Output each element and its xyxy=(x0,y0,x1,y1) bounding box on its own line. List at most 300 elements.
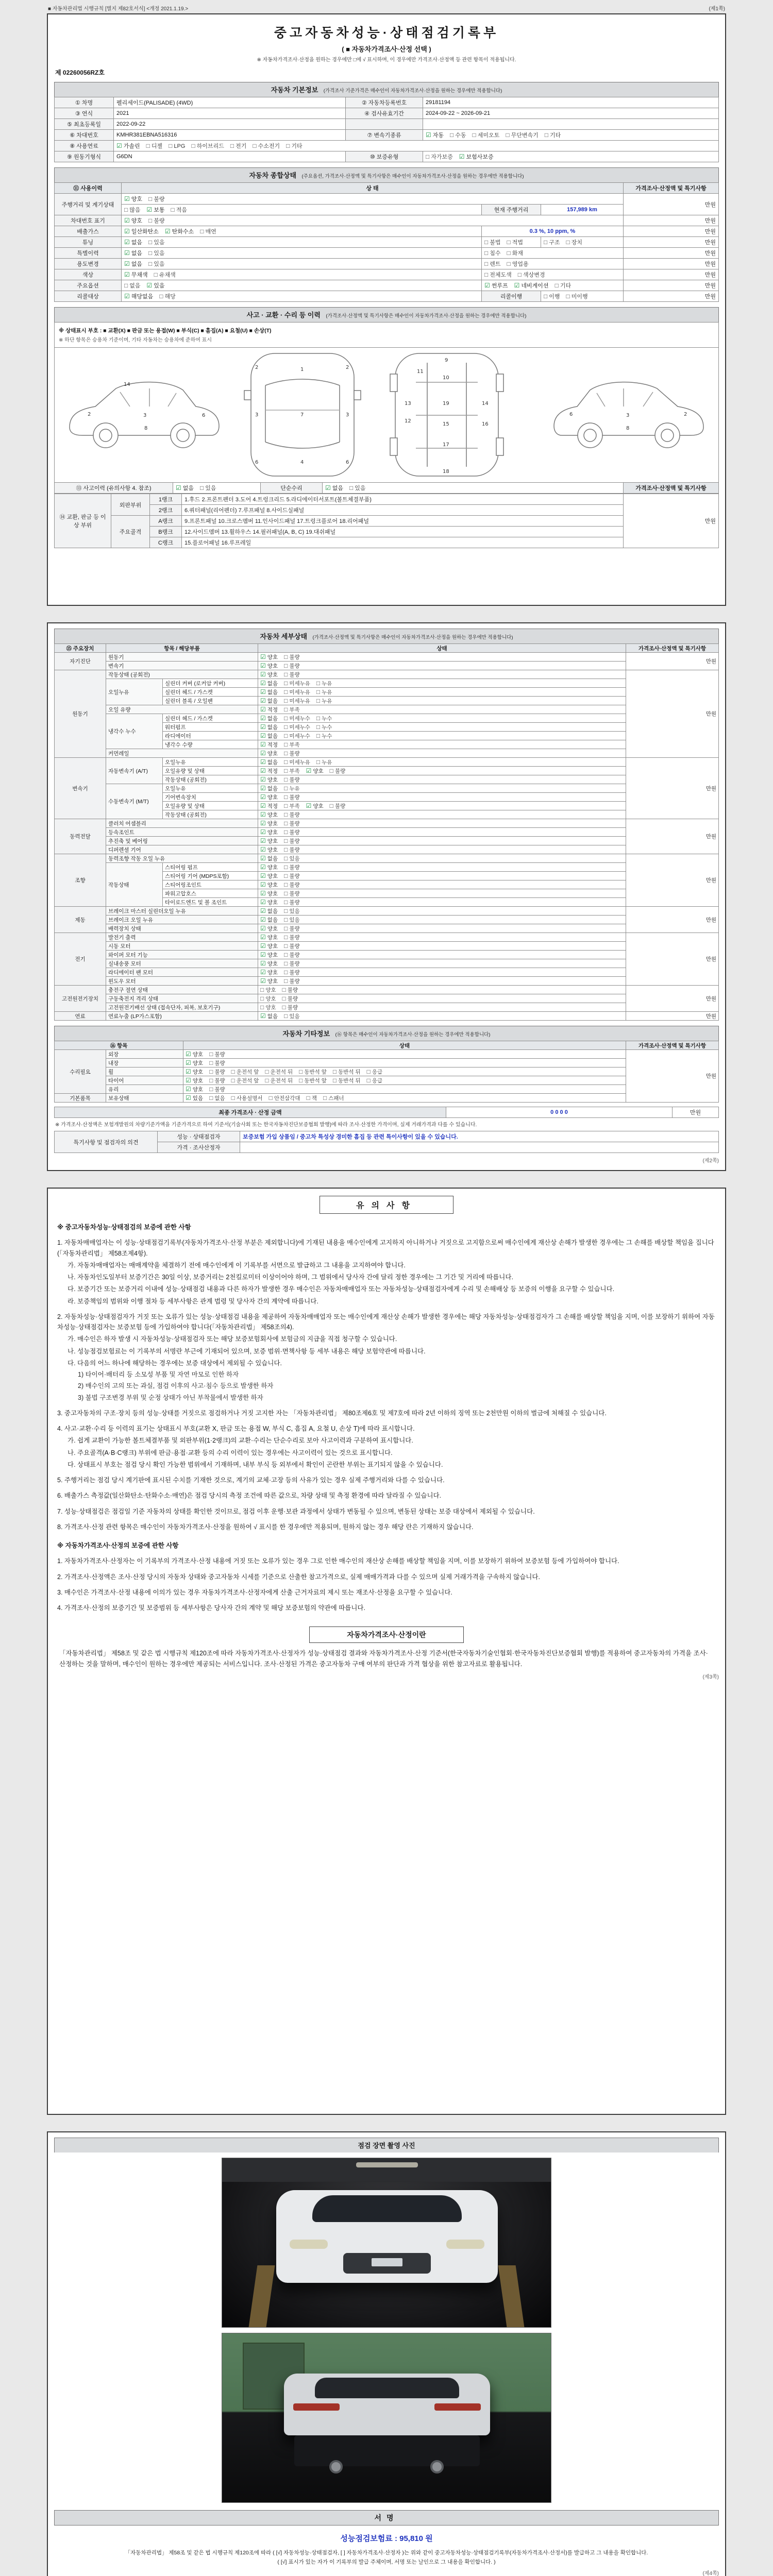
checkbox-option[interactable]: □ 미이행 xyxy=(566,293,588,300)
checkbox-option[interactable]: □ 응급 xyxy=(366,1076,383,1084)
cell xyxy=(106,977,258,986)
table-row xyxy=(55,1107,719,1118)
notice-paragraph: 다. 다음의 어느 하나에 해당하는 경우에는 보증 대상에서 제외될 수 있습니다. xyxy=(68,1359,282,1367)
cell xyxy=(150,494,182,505)
cell xyxy=(626,1050,719,1103)
cell-text: B랭크 xyxy=(158,529,173,535)
signature-statement-1: 「자동차관리법」 제58조 및 같은 법 시행규칙 제120조에 따라 ( [√] 자동차성능·상태점검자, [ ] 자동차가격조사·산정자 )는 위와 같이 중고자동차성능·상태점검기록부(자동차가격조사·산정서)를 발급하고 그 내용을 확인합니다. xyxy=(125,2550,648,2556)
checkbox-option[interactable]: □ 불량 xyxy=(284,924,300,932)
checkbox-option[interactable]: □ 장치 xyxy=(566,239,583,246)
checkbox-option[interactable]: ☑ 양호 xyxy=(260,662,278,669)
checkbox-option[interactable]: ☑ 없음 xyxy=(260,688,278,696)
checkbox-option[interactable]: □ 있음 xyxy=(148,249,165,257)
checkbox-option[interactable]: ☑ 양호 xyxy=(260,863,278,871)
cell-text: 발전기 출력 xyxy=(108,934,136,941)
checkbox-option[interactable]: □ 있음 xyxy=(284,1012,300,1020)
checkbox-option[interactable]: □ 불량 xyxy=(284,951,300,958)
checkbox-option[interactable]: □ 잭 xyxy=(306,1094,317,1101)
checkbox-option[interactable]: □ 불량 xyxy=(148,195,165,202)
checkbox-option[interactable]: □ 불량 xyxy=(284,793,300,801)
checkbox-option[interactable]: □ 누유 xyxy=(316,688,332,696)
checkbox-option[interactable]: ☑ 양호 xyxy=(260,810,278,818)
checkbox-option[interactable]: □ 색상변경 xyxy=(517,271,545,278)
svg-text:3: 3 xyxy=(626,413,630,418)
cell-text: 가격조사·산정액 및 특기사항 xyxy=(635,185,707,192)
checkbox-option[interactable]: ☑ 없음 xyxy=(124,260,143,267)
cell-text: 가격조사·산정액 및 특기사항 xyxy=(638,645,707,652)
checkbox-group xyxy=(186,1094,344,1102)
checkbox-option[interactable]: □ 동반석 뒤 xyxy=(332,1076,361,1084)
cell-text: 2랭크 xyxy=(158,507,173,514)
checkbox-option[interactable]: □ 기타 xyxy=(544,131,561,139)
checkbox-option[interactable]: □ 누수 xyxy=(316,723,332,731)
checkbox-option[interactable]: ☑ 자동 xyxy=(426,131,444,139)
checked-checkbox-icon: ☑ xyxy=(260,951,266,958)
checkbox-option[interactable]: □ 미세누유 xyxy=(284,688,310,696)
checkbox-option[interactable]: □ 동반석 앞 xyxy=(299,1076,327,1084)
checkbox-group xyxy=(260,811,300,819)
checkbox-option[interactable]: ☑ 양호 xyxy=(186,1067,204,1075)
checkbox-option[interactable]: □ 있음 xyxy=(284,854,300,862)
checkbox-option[interactable]: □ 불량 xyxy=(284,837,300,844)
cell-text: 충전구 절연 상태 xyxy=(108,987,148,993)
checkbox-option[interactable]: □ 렌트 xyxy=(484,260,501,267)
notice-paragraph: 3) 불법 구조변경 부위 및 순정 상태가 아닌 부착물에서 발생한 하자 xyxy=(78,1394,263,1401)
accident-history-table xyxy=(54,482,719,494)
checkbox-option[interactable]: □ 불량 xyxy=(284,845,300,853)
checkbox-option[interactable]: □ 전기 xyxy=(230,142,247,149)
unchecked-checkbox-icon: □ xyxy=(450,131,454,139)
checkbox-group xyxy=(260,776,300,784)
checkbox-option[interactable]: ☑ 양호 xyxy=(260,889,278,897)
checkbox-cell xyxy=(258,697,626,705)
price-survey-select-label[interactable]: ( ■ 자동차가격조사·산정 선택 ) xyxy=(342,45,431,53)
table-row xyxy=(55,679,719,688)
cell-text: 2022-09-22 xyxy=(116,121,146,127)
checkbox-option[interactable]: ☑ 없음 xyxy=(260,907,278,914)
checked-checkbox-icon: ☑ xyxy=(260,933,266,941)
checkbox-option[interactable]: ☑ 양호 xyxy=(124,195,143,202)
checkbox-option[interactable]: ☑ 가솔린 xyxy=(116,142,140,149)
checkbox-option[interactable]: □ 불량 xyxy=(284,749,300,757)
checkbox-option[interactable]: ☑ 네비게이션 xyxy=(514,282,549,289)
checkbox-option[interactable]: □ 불량 xyxy=(209,1085,225,1093)
checkbox-cell xyxy=(258,1003,626,1012)
checkbox-option[interactable]: □ 있음 xyxy=(284,916,300,923)
checkbox-option[interactable]: ☑ 양호 xyxy=(260,959,278,967)
checkbox-option[interactable]: ☑ 양호 xyxy=(260,951,278,958)
checkbox-option[interactable]: □ 수소전기 xyxy=(253,142,280,149)
unchecked-checkbox-icon: □ xyxy=(284,863,288,871)
checkbox-option[interactable]: □ 불량 xyxy=(284,775,300,783)
cell xyxy=(106,653,258,662)
checkbox-option[interactable]: ☑ 양호 xyxy=(186,1059,204,1066)
notice-paragraph: 가. 쉽게 교환이 가능한 볼트체결부품 및 외판부위(1·2랭크)의 교환·수리는 단순수리로 보아 사고이력과 구분하여 표시합니다. xyxy=(68,1437,413,1445)
notice-paragraph: 다. 상태표시 부호는 점검 당시 확인 가능한 범위에서 기재하며, 내부 부식 등 외부에서 확인이 곤란한 부위는 표기되지 않을 수 있습니다. xyxy=(68,1461,443,1468)
checkbox-option[interactable]: □ 응급 xyxy=(366,1067,383,1075)
checkbox-option[interactable]: ☑ 보험사보증 xyxy=(459,153,494,160)
checkbox-option[interactable]: ☑ 적정 xyxy=(260,802,278,809)
checkbox-cell xyxy=(258,916,626,924)
unchecked-checkbox-icon: □ xyxy=(544,131,548,139)
inspection-photo-rear-underbody[interactable] xyxy=(222,2333,551,2503)
checkbox-option[interactable]: □ 부족 xyxy=(284,802,300,809)
value-text: 157,989 km xyxy=(567,207,597,213)
checkbox-option[interactable]: □ 양호 xyxy=(260,986,276,993)
checkbox-option[interactable]: □ 누유 xyxy=(316,679,332,687)
unchecked-checkbox-icon: □ xyxy=(284,854,288,862)
notice-paragraph: 2. 자동차성능·상태점검자가 거짓 또는 오류가 있는 성능·상태점검 내용을 제공하여 자동차매매업자 또는 매수인에게 재산상 손해가 발생한 경우에는 해당 자동차성능·상태점검자가 그 손해를 배상할 책임을 지며, 이를 보장하기 위하여 자동차성능·상태점검자는 보증보험 등에 가입하여야 합니다(「자동차관리법」 제58조의4). xyxy=(57,1313,715,1331)
checkbox-option[interactable]: □ 적법 xyxy=(507,239,524,246)
checkbox-option[interactable]: ☑ 없음 xyxy=(124,249,143,257)
checkbox-option[interactable]: □ 부족 xyxy=(284,767,300,774)
checkbox-option[interactable]: □ 불량 xyxy=(209,1050,225,1058)
unchecked-checkbox-icon: □ xyxy=(209,1067,213,1075)
cell xyxy=(55,226,122,237)
checked-checkbox-icon: ☑ xyxy=(260,662,266,669)
checkbox-option[interactable]: □ 전체도색 xyxy=(484,271,512,278)
cell-text: 냉각수 누수 xyxy=(108,728,136,735)
checkbox-group xyxy=(260,863,300,871)
checkbox-option[interactable]: □ 불량 xyxy=(284,662,300,669)
checked-checkbox-icon: ☑ xyxy=(260,924,266,932)
checkbox-option[interactable]: □ 불량 xyxy=(284,889,300,897)
checkbox-option[interactable]: □ 운전석 뒤 xyxy=(265,1076,293,1084)
checkbox-option[interactable]: ☑ 무채색 xyxy=(124,271,148,278)
checkbox-cell xyxy=(258,872,626,880)
checkbox-option[interactable]: □ 불량 xyxy=(284,653,300,660)
svg-text:12: 12 xyxy=(405,418,411,424)
checkbox-option[interactable]: □ 미세누수 xyxy=(284,732,310,739)
checkbox-option[interactable]: ☑ 양호 xyxy=(260,942,278,950)
cell xyxy=(55,130,114,141)
table-row xyxy=(55,819,719,828)
checkbox-option[interactable]: ☑ 양호 xyxy=(260,670,278,678)
checkbox-option[interactable]: □ 매연 xyxy=(200,228,216,235)
checkbox-option[interactable]: □ 적음 xyxy=(171,206,188,213)
checked-checkbox-icon: ☑ xyxy=(306,802,312,809)
checkbox-option[interactable]: □ 불량 xyxy=(284,898,300,906)
checkbox-option[interactable]: □ 운전석 뒤 xyxy=(265,1067,293,1075)
cell-text: 스티어링 기어 (MDPS포함) xyxy=(165,873,229,879)
checkbox-option[interactable]: ☑ 없음 xyxy=(260,1012,278,1020)
checkbox-option[interactable]: □ 많음 xyxy=(124,206,141,213)
checkbox-option[interactable]: □ 불량 xyxy=(284,872,300,879)
checkbox-option[interactable]: □ 불량 xyxy=(329,767,346,774)
checkbox-option[interactable]: □ 하이브리드 xyxy=(191,142,224,149)
checkbox-option[interactable]: ☑ 있음 xyxy=(146,282,165,289)
checkbox-group xyxy=(260,802,345,810)
checkbox-option[interactable]: ☑ 없음 xyxy=(176,484,194,492)
cell xyxy=(163,889,258,898)
checkbox-option[interactable]: □ 있음 xyxy=(200,484,216,492)
section-title: 자동차 종합상태 xyxy=(249,172,297,179)
checkbox-option[interactable]: □ 사용설명서 xyxy=(231,1094,263,1101)
checkbox-option[interactable]: □ 불량 xyxy=(329,802,346,809)
checkbox-option[interactable]: □ 불량 xyxy=(284,977,300,985)
cell-text: 만원 xyxy=(705,995,716,1002)
checkbox-option[interactable]: □ 스패너 xyxy=(323,1094,344,1101)
cell-text: 오일유량 및 상태 xyxy=(165,803,205,809)
checkbox-option[interactable]: □ 있음 xyxy=(284,907,300,914)
cell xyxy=(55,248,122,259)
checkbox-option[interactable]: ☑ 양호 xyxy=(306,802,324,809)
checkbox-option[interactable]: ☑ 없음 xyxy=(260,854,278,862)
cell xyxy=(626,986,719,1012)
checkbox-option[interactable]: □ 불량 xyxy=(282,986,298,993)
checkbox-option[interactable]: □ 불량 xyxy=(284,959,300,967)
unchecked-checkbox-icon: □ xyxy=(284,898,288,906)
checkbox-cell xyxy=(258,653,626,662)
checkbox-option[interactable]: ☑ 양호 xyxy=(306,767,324,774)
checkbox-option[interactable]: ☑ 양호 xyxy=(260,819,278,827)
checkbox-group xyxy=(186,1068,382,1076)
form-reference: ■ 자동차관리법 시행규칙 [별지 제82호서식] <개정 2021.1.19.> xyxy=(48,6,189,12)
checkbox-option[interactable]: ☑ 없음 xyxy=(260,723,278,731)
checkbox-option[interactable]: □ 불량 xyxy=(209,1059,225,1066)
checkbox-option[interactable]: □ 미세누유 xyxy=(284,679,310,687)
cell xyxy=(150,527,182,537)
cell xyxy=(114,119,346,130)
checkbox-option[interactable]: □ 안전삼각대 xyxy=(268,1094,300,1101)
checkbox-option[interactable]: ☑ 해당없음 xyxy=(124,293,154,300)
checkbox-option[interactable]: ☑ 없음 xyxy=(260,714,278,722)
checkbox-option[interactable]: ☑ 있음 xyxy=(186,1094,204,1101)
cell-text: 자기진단 xyxy=(70,658,91,665)
unchecked-checkbox-icon: □ xyxy=(284,705,288,713)
checkbox-option[interactable]: ☑ 탄화수소 xyxy=(164,228,194,235)
checkbox-option[interactable]: ☑ 없음 xyxy=(260,679,278,687)
unchecked-checkbox-icon: □ xyxy=(159,293,163,300)
cell-text: 라디에이터 팬 모터 xyxy=(108,969,153,976)
checkbox-option[interactable]: ☑ 없음 xyxy=(260,916,278,923)
checkbox-option[interactable]: □ 미세누유 xyxy=(284,758,310,766)
checkbox-option[interactable]: □ 불량 xyxy=(284,819,300,827)
checkbox-option[interactable]: □ 있음 xyxy=(148,260,165,267)
checkbox-option[interactable]: □ 부족 xyxy=(284,740,300,748)
checkbox-option[interactable]: □ 자가보증 xyxy=(426,153,453,160)
cell-text: 연료누출 (LP가스포함) xyxy=(108,1013,162,1020)
checkbox-option[interactable]: ☑ 양호 xyxy=(260,793,278,801)
checkbox-option[interactable]: □ 영업용 xyxy=(507,260,529,267)
checkbox-option[interactable]: ☑ 양호 xyxy=(260,968,278,976)
checkbox-option[interactable]: □ 화재 xyxy=(507,249,524,257)
unchecked-checkbox-icon: □ xyxy=(284,907,288,914)
checkbox-option[interactable]: □ 누유 xyxy=(284,784,300,792)
checkbox-option[interactable]: ☑ 양호 xyxy=(260,653,278,660)
table-row xyxy=(55,714,719,723)
checkbox-group xyxy=(124,249,165,257)
unchecked-checkbox-icon: □ xyxy=(329,802,333,809)
checkbox-option[interactable]: ☑ 양호 xyxy=(260,775,278,783)
checkbox-option[interactable]: ☑ 썬루프 xyxy=(484,282,508,289)
checkbox-option[interactable]: □ 있음 xyxy=(148,239,165,246)
checkbox-option[interactable]: ☑ 양호 xyxy=(186,1085,204,1093)
checkbox-option[interactable]: ☑ 없음 xyxy=(124,239,143,246)
checkbox-option[interactable]: ☑ 없음 xyxy=(260,784,278,792)
unchecked-checkbox-icon: □ xyxy=(148,249,153,257)
checkbox-option[interactable]: □ 불량 xyxy=(282,1003,298,1011)
unchecked-checkbox-icon: □ xyxy=(284,670,288,678)
cell-text: 타이로드엔드 및 볼 조인트 xyxy=(165,899,227,906)
inspection-photo-front-underbody[interactable] xyxy=(222,2158,551,2328)
svg-text:1: 1 xyxy=(300,367,304,372)
checkbox-option[interactable]: ☑ 양호 xyxy=(260,924,278,932)
checkbox-option[interactable]: □ 해당 xyxy=(159,293,176,300)
checkbox-option[interactable]: ☑ 없음 xyxy=(260,732,278,739)
section-photos-header xyxy=(54,2138,719,2153)
checkbox-option[interactable]: □ 미세누수 xyxy=(284,714,310,722)
checkbox-option[interactable]: ☑ 양호 xyxy=(186,1050,204,1058)
checkbox-option[interactable]: □ 누수 xyxy=(316,732,332,739)
checkbox-option[interactable]: ☑ 양호 xyxy=(260,837,278,844)
checkbox-option[interactable]: □ 이행 xyxy=(544,293,560,300)
checkbox-cell xyxy=(183,1050,626,1059)
checkbox-option[interactable]: □ 불량 xyxy=(209,1076,225,1084)
cell xyxy=(55,97,114,108)
cell xyxy=(106,662,258,670)
checkbox-option[interactable]: ☑ 양호 xyxy=(260,880,278,888)
photo-taillight-left xyxy=(293,2403,340,2411)
checkbox-option[interactable]: □ 부족 xyxy=(284,705,300,713)
checkbox-option[interactable]: □ 양호 xyxy=(260,1003,276,1011)
cell xyxy=(55,269,122,280)
checked-checkbox-icon: ☑ xyxy=(260,977,266,985)
amount-digits[interactable]: 0 0 0 0 xyxy=(550,1109,568,1115)
cell xyxy=(423,108,719,119)
cell-text: 12.사이드멤버 13.휠하우스 14.필러패널(A, B, C) 19.대쉬패널 xyxy=(184,529,336,535)
unchecked-checkbox-icon: □ xyxy=(284,819,288,827)
checked-checkbox-icon: ☑ xyxy=(176,484,181,492)
checkbox-option[interactable]: ☑ 양호 xyxy=(260,977,278,985)
unchecked-checkbox-icon: □ xyxy=(284,933,288,941)
cell-text: 리콜이행 xyxy=(500,294,523,300)
cell-text: 6.쿼터패널(리어펜더) 7.루프패널 8.사이드실패널 xyxy=(184,507,305,514)
checked-checkbox-icon: ☑ xyxy=(260,968,266,976)
checkbox-option[interactable]: □ 수동 xyxy=(450,131,466,139)
unchecked-checkbox-icon: □ xyxy=(154,271,158,278)
checkbox-option[interactable]: □ 불량 xyxy=(284,968,300,976)
cell xyxy=(163,723,258,732)
cell xyxy=(106,1067,183,1076)
checkbox-option[interactable]: ☑ 일산화탄소 xyxy=(124,228,159,235)
checkbox-option[interactable]: □ 누유 xyxy=(316,697,332,704)
checkbox-option[interactable]: □ 없음 xyxy=(209,1094,225,1101)
checkbox-group xyxy=(116,142,303,150)
checkbox-option[interactable]: □ 불량 xyxy=(284,810,300,818)
cell-text: ③ 연식 xyxy=(75,111,93,117)
checkbox-option[interactable]: □ 불량 xyxy=(284,828,300,836)
table-row xyxy=(55,1076,719,1085)
checkbox-option[interactable]: □ 동반석 뒤 xyxy=(332,1067,361,1075)
checkbox-option[interactable]: □ 미세누유 xyxy=(284,697,310,704)
checkbox-option[interactable]: □ 구조 xyxy=(544,239,560,246)
checkbox-option[interactable]: □ 불량 xyxy=(284,670,300,678)
checkbox-option[interactable]: ☑ 양호 xyxy=(260,933,278,941)
checkbox-option[interactable]: □ 동반석 앞 xyxy=(299,1067,327,1075)
checkbox-option[interactable]: □ 불량 xyxy=(284,863,300,871)
table-row xyxy=(55,951,719,959)
checkbox-option[interactable]: □ 불량 xyxy=(209,1067,225,1075)
unchecked-checkbox-icon: □ xyxy=(231,1076,235,1084)
table-row xyxy=(55,994,719,1003)
cell-text: 특기사항 및 점검자의 의견 xyxy=(73,1139,139,1146)
cell-text: ⑨ 원동기형식 xyxy=(66,154,102,160)
checkbox-option[interactable]: □ 기타 xyxy=(554,282,572,289)
checkbox-option[interactable]: □ LPG xyxy=(169,142,186,149)
checkbox-option[interactable]: ☑ 양호 xyxy=(260,749,278,757)
checkbox-option[interactable]: □ 있음 xyxy=(349,484,366,492)
checkbox-option[interactable]: ☑ 없음 xyxy=(260,758,278,766)
checkbox-option[interactable]: ☑ 양호 xyxy=(186,1076,204,1084)
unchecked-checkbox-icon: □ xyxy=(231,1094,235,1101)
checkbox-group xyxy=(260,1004,298,1011)
checkbox-option[interactable]: □ 양호 xyxy=(260,994,276,1002)
checkbox-option[interactable]: □ 유채색 xyxy=(154,271,176,278)
checkbox-option[interactable]: ☑ 양호 xyxy=(260,872,278,879)
checkbox-option[interactable]: □ 디젤 xyxy=(146,142,163,149)
cell xyxy=(482,205,541,215)
checkbox-option[interactable]: ☑ 적정 xyxy=(260,767,278,774)
checkbox-cell xyxy=(258,898,626,907)
checkbox-option[interactable]: □ 불량 xyxy=(282,994,298,1002)
checkbox-option[interactable]: □ 무단변속기 xyxy=(506,131,539,139)
cell xyxy=(55,758,106,819)
checkbox-option[interactable]: □ 운전석 앞 xyxy=(231,1076,259,1084)
checkbox-option[interactable]: ☑ 없음 xyxy=(260,697,278,704)
checkbox-option[interactable]: ☑ 양호 xyxy=(124,217,143,224)
svg-text:17: 17 xyxy=(443,442,449,448)
table-row xyxy=(55,907,719,916)
checkbox-option[interactable]: ☑ 보통 xyxy=(146,206,165,213)
checkbox-option[interactable]: ☑ 없음 xyxy=(325,484,344,492)
checkbox-option[interactable]: ☑ 양호 xyxy=(260,898,278,906)
unchecked-checkbox-icon: □ xyxy=(284,924,288,932)
checkbox-option[interactable]: □ 미세누수 xyxy=(284,723,310,731)
checkbox-option[interactable]: □ 불량 xyxy=(148,217,165,224)
checkbox-option[interactable]: ☑ 적정 xyxy=(260,740,278,748)
checkbox-option[interactable]: □ 없음 xyxy=(124,282,141,289)
main-form-box xyxy=(47,13,726,606)
cell xyxy=(240,1142,719,1153)
checkbox-option[interactable]: □ 침수 xyxy=(484,249,501,257)
checkbox-option[interactable]: □ 기타 xyxy=(286,142,303,149)
checkbox-option[interactable]: □ 불량 xyxy=(284,933,300,941)
svg-text:2: 2 xyxy=(346,365,349,370)
checkbox-option[interactable]: □ 누유 xyxy=(316,758,332,766)
checkbox-option[interactable]: ☑ 양호 xyxy=(260,828,278,836)
cell-text: 만원 xyxy=(705,1013,716,1020)
checkbox-option[interactable]: □ 누수 xyxy=(316,714,332,722)
checkbox-option[interactable]: ☑ 적정 xyxy=(260,705,278,713)
checkbox-option[interactable]: □ 운전석 앞 xyxy=(231,1067,259,1075)
cell-text: 커먼레일 xyxy=(108,750,129,757)
checkbox-option[interactable]: □ 불량 xyxy=(284,942,300,950)
cell xyxy=(163,767,258,775)
cell-text: 수동변속기 (M/T) xyxy=(108,799,149,805)
table-row xyxy=(55,749,719,758)
checkbox-option[interactable]: ☑ 양호 xyxy=(260,845,278,853)
checkbox-group xyxy=(260,671,300,679)
table-row xyxy=(55,977,719,986)
cell-text: 워터펌프 xyxy=(165,724,186,731)
cell xyxy=(163,872,258,880)
checked-checkbox-icon: ☑ xyxy=(186,1076,191,1084)
checkbox-option[interactable]: □ 세미오토 xyxy=(472,131,500,139)
checkbox-option[interactable]: □ 불법 xyxy=(484,239,501,246)
pricing-definition-title: 자동차가격조사·산정이란 xyxy=(309,1626,464,1643)
checkbox-option[interactable]: □ 불량 xyxy=(284,880,300,888)
